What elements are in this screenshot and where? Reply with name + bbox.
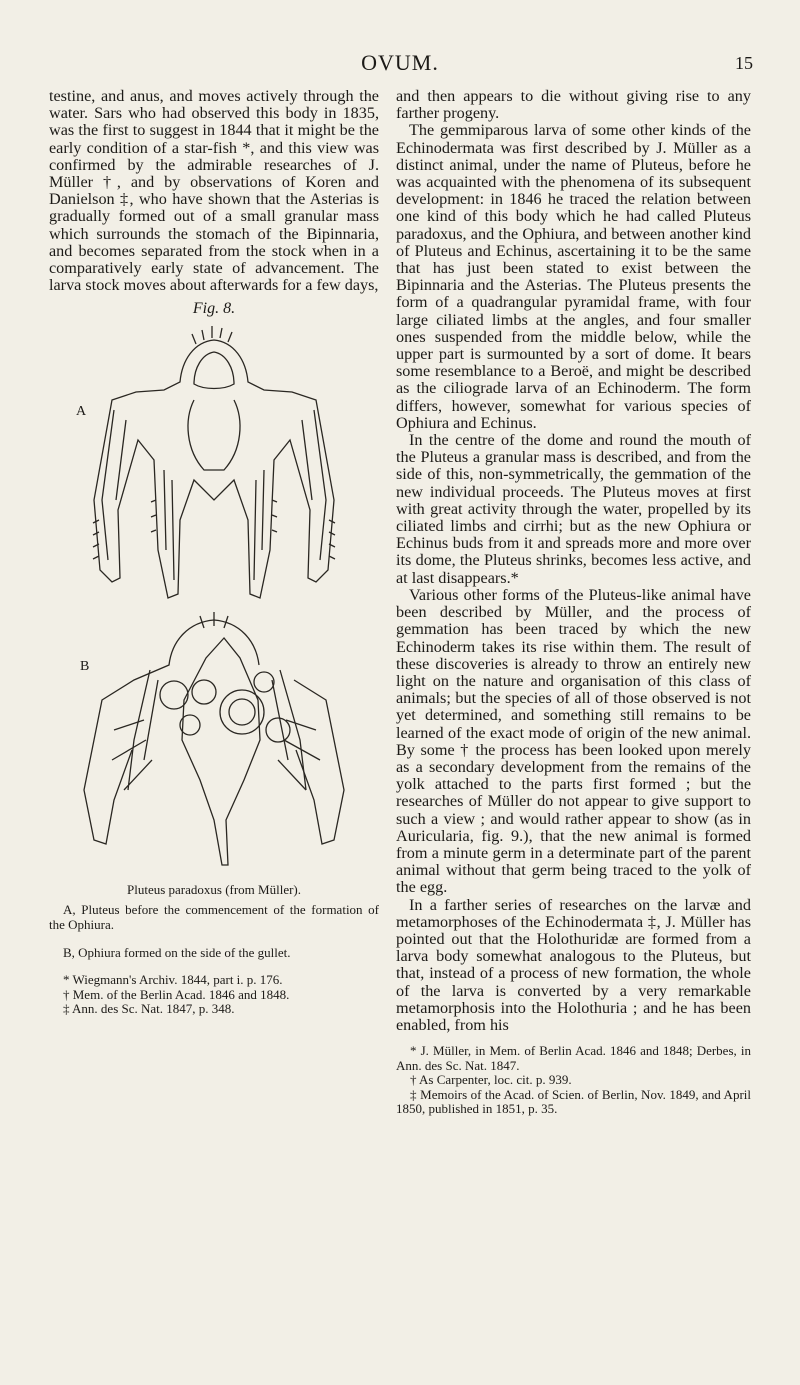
page-number: 15	[735, 53, 753, 73]
left-column	[49, 88, 379, 1017]
right-footnotes	[396, 1044, 751, 1117]
figure-letter-b: B	[80, 659, 90, 675]
pluteus-b-drawing	[84, 612, 344, 865]
figure-legend-b: B, Ophiura formed on the side of the gullet.	[63, 945, 291, 961]
footnote: ‡ Memoirs of the Acad. of Scien. of Berlin, Nov. 1849, and April 1850, published in 1851, p. 35.	[396, 1086, 751, 1117]
figure-caption: Pluteus paradoxus (from Müller).	[126, 882, 302, 898]
right-paragraph: In the centre of the dome and round the mouth of the Pluteus a granular mass is described, and from the side of this, non-symmetrically, the gemmation of the new individual proceeds. The Pluteus moves at first with great activity through the water, propelled by its ciliated limbs and cirrhi; but as the new Ophiura or Echinus buds from it and spreads more and more over its dome, the Pluteus shrinks, becomes less active, and at last disappears.*	[396, 431, 751, 587]
footnote: † As Carpenter, loc. cit. p. 939.	[410, 1072, 572, 1088]
right-paragraph: and then appears to die without giving rise to any farther progeny.	[396, 87, 751, 123]
pluteus-a-drawing	[93, 326, 335, 598]
right-column	[396, 88, 751, 1117]
figure-label: Fig. 8.	[192, 300, 236, 318]
right-paragraph: Various other forms of the Pluteus-like animal have been described by Müller, and the process of gemmation has been traced by which the new Echinoderm takes its rise within them. The result of these discoveries is already to throw an entirely new light on the nature and organisation of this class of animals; but the species of all of those observed is not yet determined, and something still remains to be learned of the exact mode of origin of the new animal. By some † the process has been looked upon merely as a secondary development from the remains of the yolk attached to the parts first formed ; but the researches of Müller do not appear to give support to such a view ; and would rather appear to show (as in Auricularia, fig. 9.), that the new animal is formed from a minute germ in a determinate part of the parent animal without that germ being traced to the yolk of the egg.	[396, 585, 751, 897]
pluteus-illustration	[54, 320, 374, 880]
left-footnotes	[49, 973, 379, 1017]
running-head-title: OVUM.	[361, 50, 439, 75]
figure-8	[49, 300, 379, 960]
footnote: * Wiegmann's Archiv. 1844, part i. p. 176.	[63, 972, 283, 988]
right-paragraph: In a farther series of researches on the larvæ and metamorphoses of the Echinodermata ‡, J. Müller has pointed out that the Holothuridæ are formed from a larva body somewhat analogous to the Pluteus, but that, instead of a process of new formation, the whole of the larva is converted by a very remarkable metamorphosis into the Holothuria ; and he has been enabled, from his	[396, 895, 751, 1034]
running-head	[0, 50, 800, 80]
figure-letter-a: A	[76, 404, 87, 420]
left-paragraph: testine, and anus, and moves actively through the water. Sars who had observed this body in 1835, was the first to suggest in 1844 that it might be the early condition of a star-fish *, and this view was confirmed by the admirable researches of J. Müller †, and by observations of Koren and Danielson ‡, who have shown that the Asterias is gradually formed out of a small granular mass which surrounds the stomach of the Bipinnaria, and becomes separated from the stock when in a comparatively early state of advancement. The larva stock moves about afterwards for a few days,	[49, 87, 379, 295]
footnote: ‡ Ann. des Sc. Nat. 1847, p. 348.	[63, 1001, 235, 1017]
right-paragraph: The gemmiparous larva of some other kinds of the Echinodermata was first described by J. Müller as a distinct animal, under the name of Pluteus, before he was acquainted with the phenomena of its subsequent development: in 1846 he traced the relation between one kind of this body which he had called Pluteus paradoxus, and the Ophiura, and between another kind of Pluteus and Echinus, ascertaining it to be the same that has just been stated to exist between the Bipinnaria and the Asterias. The Pluteus presents the form of a quadrangular pyramidal frame, with four large ciliated limbs at the angles, and four smaller ones suspended from the middle below, while the upper part is surmounted by a sort of dome. It bears some resemblance to a Beroë, and might be described as the ciliograde larva of an Echinoderm. The form differs, however, somewhat for various species of Ophiura and Echinus.	[396, 121, 751, 432]
footnote: * J. Müller, in Mem. of Berlin Acad. 1846 and 1848; Derbes, in Ann. des Sc. Nat. 1847.	[396, 1043, 751, 1073]
figure-legend-a: A, Pluteus before the commencement of the formation of the Ophiura.	[49, 902, 379, 933]
footnote: † Mem. of the Berlin Acad. 1846 and 1848.	[63, 986, 290, 1002]
